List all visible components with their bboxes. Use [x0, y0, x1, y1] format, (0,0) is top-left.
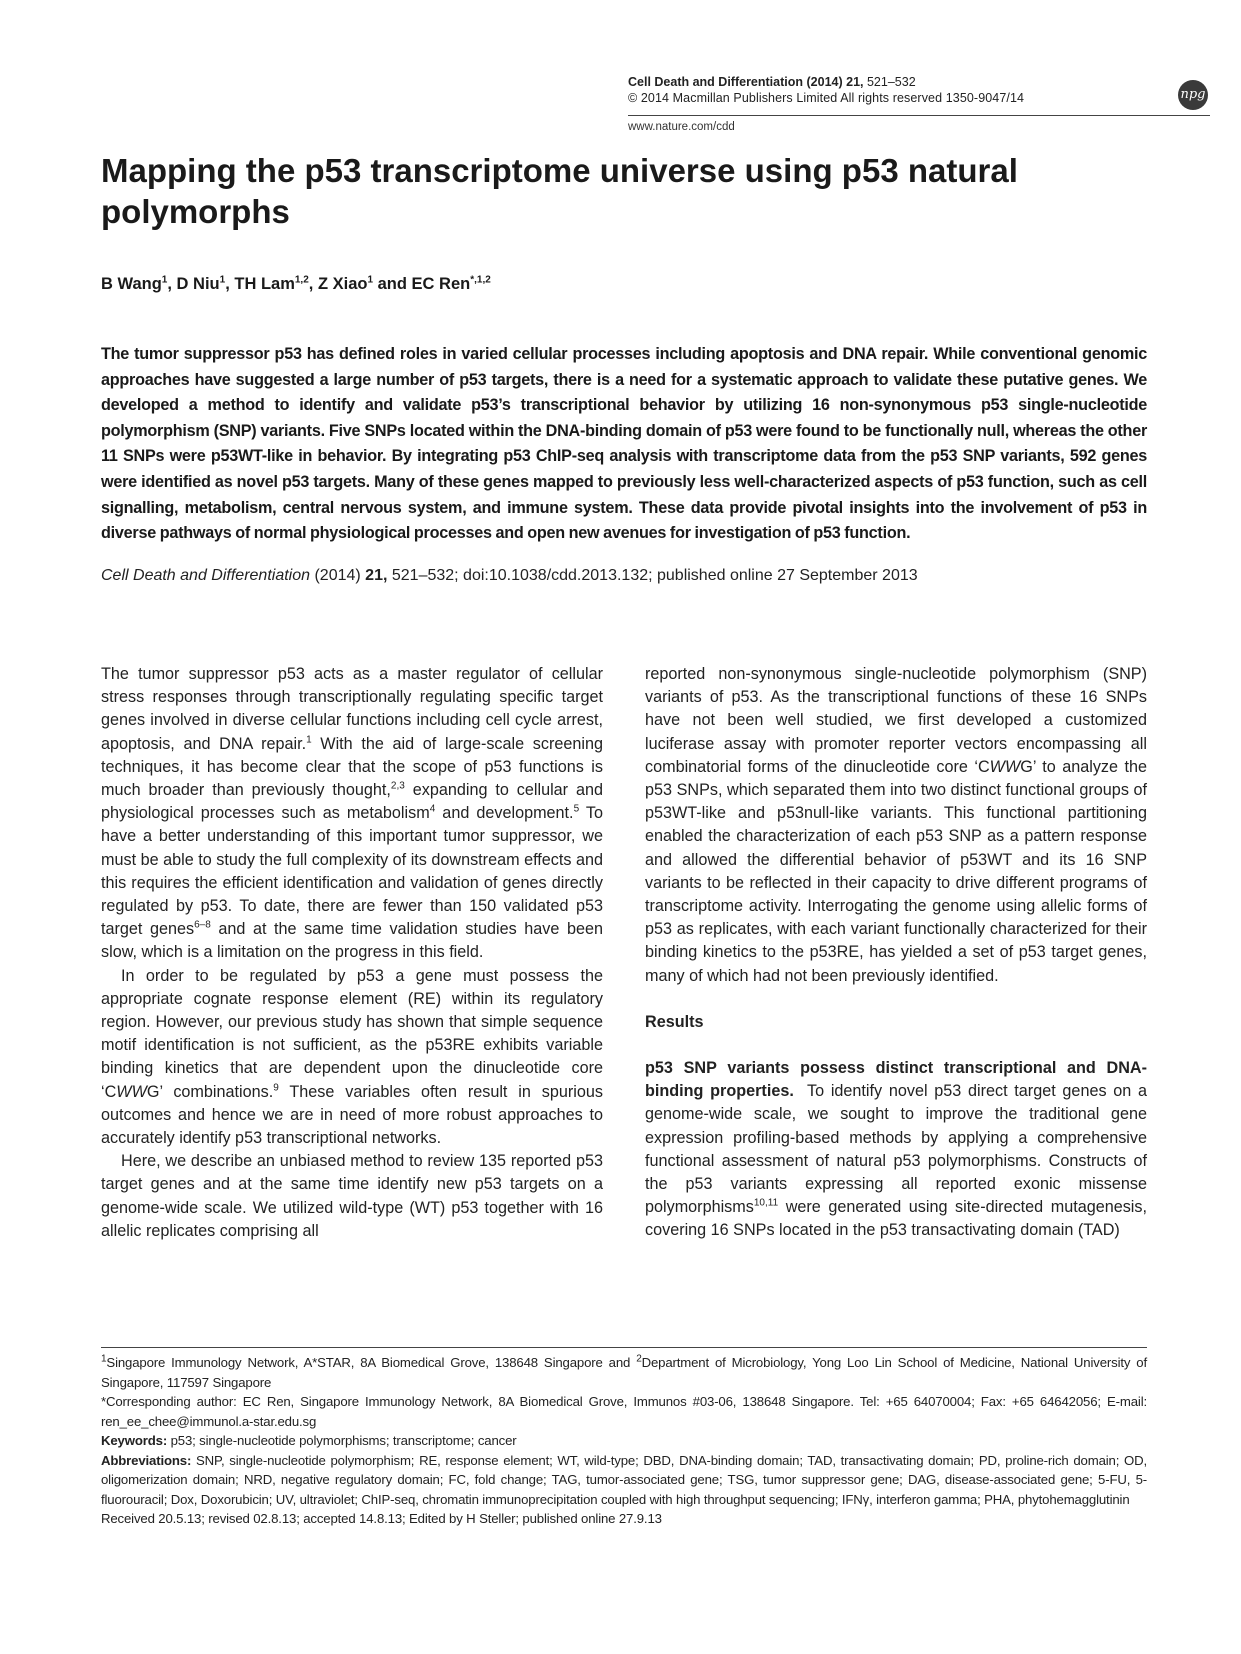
subsection-text: To identify novel p53 direct target genes on a genome-wide scale, we sought to improve the traditional gene expression profiling-based methods by applying a comprehensive functional assessment of natural p53 polymorphisms. Constructs of the p53 variants expressing all reported exonic missense polymorphisms$^{10,11}$ were generated using site-directed mutagenesis, covering 16 SNPs located in the p53 transactivating domain (TAD) — [645, 1082, 1148, 1240]
affiliations: $^1$Singapore Immunology Network, A*STAR, 8A Biomedical Grove, 138648 Singapore and $^2$Department of Microbiology, Yong Loo Lin School of Medicine, National University of Singapore, 117597 Singapore — [101, 1353, 1147, 1390]
journal-citation-line — [628, 74, 1024, 90]
article-title: Mapping the p53 transcriptome universe using p53 natural polymorphs — [101, 152, 1018, 230]
author-affiliation: 1 — [161, 274, 168, 286]
keywords — [101, 1431, 1147, 1451]
body-paragraph: reported non-synonymous single-nucleotide polymorphism (SNP) variants of p53. As the transcriptional functions of these 16 SNPs have not been well studied, we first developed a customized luciferase assay with promoter reporter vectors encompassing all combinatorial forms of the dinucleotide core ‘CWWG’ to analyze the p53 SNPs, which separated them into two distinct functional groups of p53WT-like and p53null-like variants. This functional partitioning enabled the characterization of each p53 SNP as a pattern response and allowed the differential behavior of p53WT and its 16 SNP variants to be reflected in their capacity to drive different programs of transcriptome activity. Interrogating the genome using allelic forms of p53 as replicates, with each variant functionally characterized for their binding kinetics to the p53RE, has yielded a set of p53 target genes, many of which had not been previously identified. — [645, 665, 1147, 985]
abbreviations-text: SNP, single-nucleotide polymorphism; RE, response element; WT, wild-type; DBD, DNA-binding domain; TAD, transactivating domain; PD, proline-rich domain; OD, oligomerization domain; NRD, negative regulatory domain; FC, fold change; TAG, tumor-associated gene; TSG, tumor suppressor gene; DAG, disease-associated gene; 5-FU, 5-fluorouracil; Dox, Doxorubicin; UV, ultraviolet; ChIP-seq, chromatin immunoprecipitation coupled with high throughput sequencing; IFNγ, interferon gamma; PHA, phytohemagglutinin — [101, 1452, 1148, 1507]
abbreviations-label: Abbreviations: — [101, 1452, 192, 1468]
copyright-line: © 2014 Macmillan Publishers Limited All rights reserved 1350-9047/14 — [628, 91, 1025, 105]
journal-url-link[interactable]: www.nature.com/cdd — [628, 121, 735, 133]
abstract: The tumor suppressor p53 has defined roles in varied cellular processes including apoptosis and DNA repair. While conventional genomic approaches have suggested a large number of p53 targets, there is a need for a systematic approach to validate these putative genes. We developed a method to identify and validate p53’s transcriptional behavior by utilizing 16 non-synonymous p53 single-nucleotide polymorphism (SNP) variants. Five SNPs located within the DNA-binding domain of p53 were found to be functionally null, whereas the other 11 SNPs were p53WT-like in behavior. By integrating p53 ChIP-seq analysis with transcriptome data from the p53 SNP variants, 592 genes were identified as novel p53 targets. Many of these genes mapped to previously less well-characterized aspects of p53 function, such as cell signalling, metabolism, central nervous system, and immune system. These data provide pivotal insights into the involvement of p53 in diverse pathways of normal physiological processes and open new avenues for investigation of p53 function. — [101, 345, 1147, 543]
citation-volume: 21, — [365, 567, 388, 584]
journal-pages: 521–532 — [866, 75, 916, 89]
footnotes — [101, 1353, 1147, 1529]
journal-name: Cell Death and Differentiation — [628, 75, 804, 89]
results-paragraph — [645, 1057, 1147, 1243]
author-separator: , — [167, 275, 177, 293]
journal-year-volume: (2014) 21, — [806, 75, 864, 89]
author-separator: , — [225, 275, 235, 293]
journal-header — [628, 74, 1024, 106]
author-separator: , — [308, 275, 318, 293]
corresponding-author: *Corresponding author: EC Ren, Singapore Immunology Network, 8A Biomedical Grove, Immunos #03-06, 138648 Singapore. Tel: +65 64070004; Fax: +65 64642056; E-mail: ren_ee_chee@immunol.a-star.edu.sg — [101, 1394, 1147, 1429]
citation-rest: 521–532; doi:10.1038/cdd.2013.132; published online 27 September 2013 — [391, 567, 918, 584]
author-affiliation: 1,2 — [294, 274, 309, 286]
header-rule — [628, 115, 1210, 116]
npg-logo-icon: npg — [1178, 80, 1208, 110]
subsection-heading: p53 SNP variants possess distinct transcriptional and DNA-binding properties. — [645, 1059, 1147, 1101]
body-paragraph: Here, we describe an unbiased method to review 135 reported p53 target genes and at the same time identify new p53 targets on a genome-wide scale. We utilized wild-type (WT) p53 together with 16 allelic replicates comprising all — [101, 1152, 603, 1240]
body-paragraph: The tumor suppressor p53 acts as a master regulator of cellular stress responses through transcriptionally regulating specific target genes involved in diverse cellular functions including cell cycle arrest, apoptosis, and DNA repair.$^1$ With the aid of large-scale screening techniques, it has become clear that the scope of p53 functions is much broader than previously thought,$^{2,3}$ expanding to cellular and physiological processes such as metabolism$^4$ and development.$^5$ To have a better understanding of this important tumor suppressor, we must be able to study the full complexity of its downstream effects and this requires the efficient identification and validation of genes directly regulated by p53. To date, there are fewer than 150 validated p53 target genes$^{6-8}$ and at the same time validation studies have been slow, which is a limitation on the progress in this field. — [101, 665, 604, 962]
author-name: D Niu — [176, 275, 220, 293]
author-separator: and — [373, 275, 412, 293]
footnote-rule — [101, 1347, 1147, 1348]
author-affiliation: 1 — [219, 274, 226, 286]
author-affiliation: *,1,2 — [470, 274, 491, 286]
body-column-right — [645, 663, 1147, 1243]
body-column-left — [101, 663, 603, 1243]
received-dates: Received 20.5.13; revised 02.8.13; accepted 14.8.13; Edited by H Steller; published online 27.9.13 — [101, 1511, 662, 1526]
author-name: TH Lam — [234, 275, 295, 293]
citation-year: (2014) — [314, 567, 361, 584]
citation-journal: Cell Death and Differentiation — [101, 567, 311, 584]
article-citation — [101, 567, 918, 585]
keywords-label: Keywords: — [101, 1433, 168, 1448]
author-affiliation: 1 — [367, 274, 374, 286]
author-name: Z Xiao — [317, 275, 368, 293]
section-heading-results: Results — [645, 1012, 704, 1031]
keywords-text: p53; single-nucleotide polymorphisms; transcriptome; cancer — [170, 1433, 517, 1448]
author-name: EC Ren — [411, 275, 471, 293]
abbreviations — [101, 1451, 1147, 1510]
author-list — [101, 275, 491, 294]
body-paragraph: In order to be regulated by p53 a gene must possess the appropriate cognate response element (RE) within its regulatory region. However, our previous study has shown that simple sequence motif identification is not sufficient, as the p53RE exhibits variable binding kinetics that are dependent upon the dinucleotide core ‘CWWG’ combinations.$^9$ These variables often result in spurious outcomes and hence we are in need of more robust approaches to accurately identify p53 transcriptional networks. — [101, 966, 603, 1148]
author-name: B Wang — [101, 275, 162, 293]
